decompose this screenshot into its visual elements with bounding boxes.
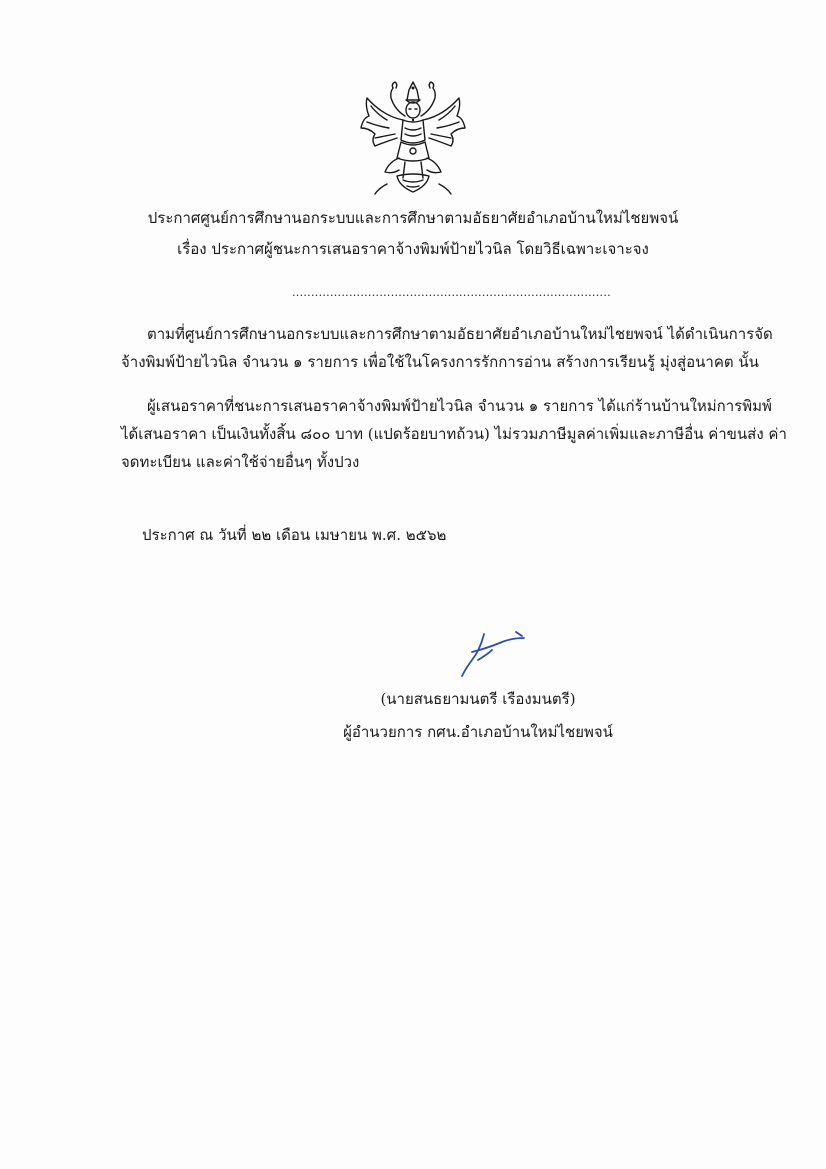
handwritten-signature	[458, 630, 532, 680]
signatory-title: ผู้อำนวยการ กศน.อำเภอบ้านใหม่ไชยพจน์	[343, 723, 613, 741]
announcement-organization-line: ประกาศศูนย์การศึกษานอกระบบและการศึกษาตามอัธยาศัยอำเภอบ้านใหม่ไชยพจน์	[147, 209, 679, 227]
separator-dots: ....................................................................................	[292, 286, 611, 299]
paragraph-1-line-2: จ้างพิมพ์ป้ายไวนิล จำนวน ๑ รายการ เพื่อใช้ในโครงการรักการอ่าน สร้างการเรียนรู้ มุ่งสู่อนาคต นั้น	[121, 353, 759, 371]
garuda-emblem-icon	[357, 76, 469, 198]
paragraph-2-line-3: จดทะเบียน และค่าใช้จ่ายอื่นๆ ทั้งปวง	[121, 453, 360, 471]
signatory-name: (นายสนธยามนตรี เรืองมนตรี)	[380, 690, 576, 708]
announcement-date: ประกาศ ณ วันที่ ๒๒ เดือน เมษายน พ.ศ. ๒๕๖๒	[142, 526, 447, 544]
announcement-subject-line: เรื่อง ประกาศผู้ชนะการเสนอราคาจ้างพิมพ์ป้ายไวนิล โดยวิธีเฉพาะเจาะจง	[177, 240, 649, 258]
paragraph-1-line-1: ตามที่ศูนย์การศึกษานอกระบบและการศึกษาตามอัธยาศัยอำเภอบ้านใหม่ไชยพจน์ ได้ดำเนินการจัด	[147, 325, 773, 343]
body-paragraph-2	[121, 396, 787, 476]
body-paragraph-1	[121, 324, 773, 376]
paragraph-2-line-1: ผู้เสนอราคาที่ชนะการเสนอราคาจ้างพิมพ์ป้ายไวนิล จำนวน ๑ รายการ ได้แก่ร้านบ้านใหม่การพิมพ์	[147, 397, 772, 415]
paragraph-2-line-2: ได้เสนอราคา เป็นเงินทั้งสิ้น ๘๐๐ บาท (แปดร้อยบาทถ้วน) ไม่รวมภาษีมูลค่าเพิ่มและภาษีอื่น ค่าขนส่ง ค่า	[121, 425, 787, 443]
announcement-date-line	[142, 525, 719, 549]
